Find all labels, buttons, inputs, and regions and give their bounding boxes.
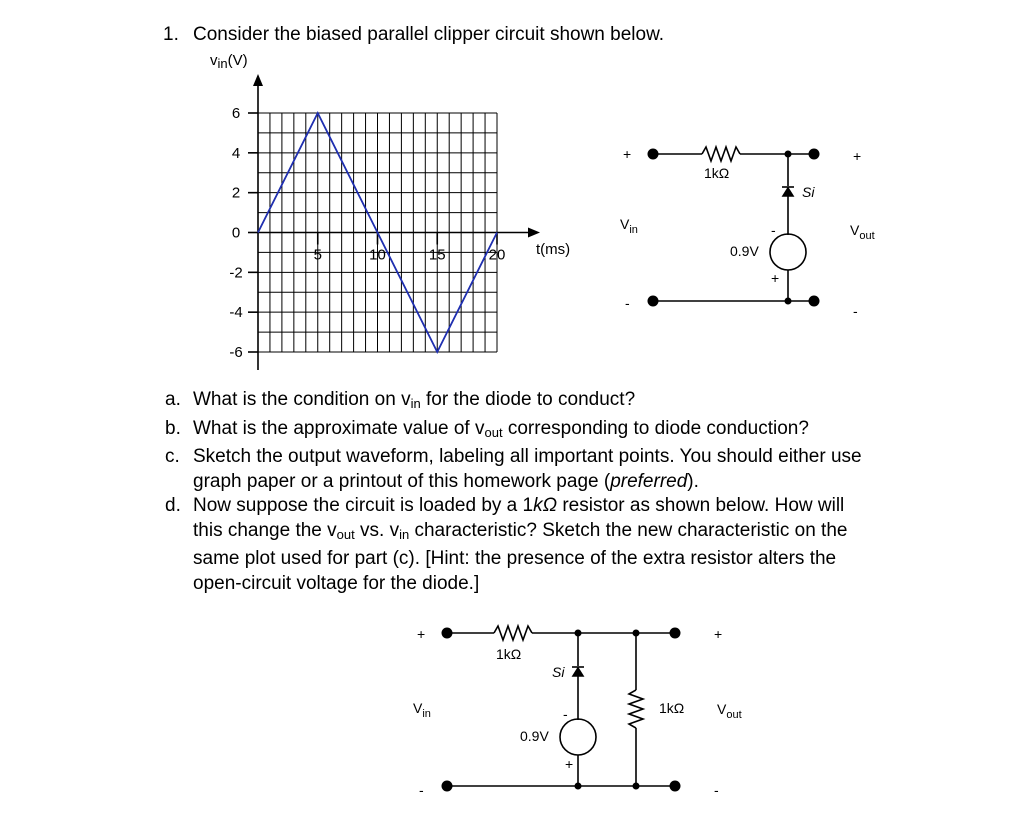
y-tick-label: 0: [231, 224, 241, 242]
c1-vout-label: $V_{out}$: [850, 222, 875, 242]
diode2-si-symbol: [573, 668, 583, 676]
c1-vin-label: $V_{in}$: [620, 216, 638, 236]
c2-plus-out: +: [714, 626, 723, 642]
chart-ylabel: $v_{in}(V)$: [210, 52, 248, 71]
c2-vout-label: $V_{out}$: [717, 701, 742, 721]
question-b: b. What is the approximate value of $v_{out}$ corresponding to diode conduction?: [165, 417, 809, 440]
chart-xlabel: t(ms): [536, 241, 571, 258]
c1-source-minus: -: [771, 222, 776, 238]
x-tick-label: 15: [428, 246, 446, 264]
c1-plus-in: +: [623, 146, 632, 162]
c2-load-label: 1kΩ: [659, 700, 685, 716]
c2-minus-out: -: [714, 782, 719, 798]
c2-diode-label: Si: [552, 664, 565, 680]
problem-number: 1.: [163, 24, 179, 45]
c1-minus-out: -: [853, 303, 858, 319]
c2-source-minus: -: [563, 706, 568, 722]
bias-source2-symbol: [560, 719, 596, 755]
y-tick-label: -6: [229, 344, 243, 361]
c2-vin-label: $V_{in}$: [413, 700, 431, 720]
c2-source-plus: +: [565, 756, 574, 772]
resistor2-1k-symbol: [494, 626, 532, 640]
y-tick-label: -2: [229, 264, 243, 282]
c1-source-label: 0.9V: [730, 243, 759, 259]
question-c: c. Sketch the output waveform, labeling all important points. You should either use graph paper or a printout of this homework page (preferred).: [165, 446, 862, 492]
x-tick-label: 10: [369, 246, 386, 264]
c2-plus-in: +: [417, 626, 426, 642]
x-tick-label: 5: [313, 246, 322, 264]
question-a: a. What is the condition on $v_{in}$ for the diode to conduct?: [165, 389, 636, 411]
c2-resistor-label: 1kΩ: [496, 646, 522, 662]
question-d: d. Now suppose the circuit is loaded by a 1kΩ resistor as shown below. How will this change the $v_{out}$ vs. $v_{in}$ characteristic? Sketch the new characteristic on the same plot used for part (c). [Hint: the presence of the extra resistor alters the open-circuit voltage for the diode.]: [165, 495, 848, 594]
load-resistor-symbol: [629, 690, 643, 728]
c1-resistor-label: 1kΩ: [704, 165, 730, 181]
c1-source-plus: +: [771, 270, 780, 286]
c2-source-label: 0.9V: [520, 728, 549, 744]
x-tick-label: 20: [488, 246, 506, 264]
y-tick-label: 4: [231, 144, 241, 162]
y-tick-label: -4: [229, 304, 243, 322]
y-tick-label: 6: [231, 105, 241, 122]
c2-minus-in: -: [419, 782, 424, 798]
y-tick-label: 2: [231, 184, 241, 202]
c1-plus-out: +: [853, 148, 862, 164]
c1-diode-label: Si: [802, 184, 815, 200]
c1-minus-in: -: [625, 295, 630, 311]
problem-statement: Consider the biased parallel clipper circuit shown below.: [193, 24, 665, 45]
